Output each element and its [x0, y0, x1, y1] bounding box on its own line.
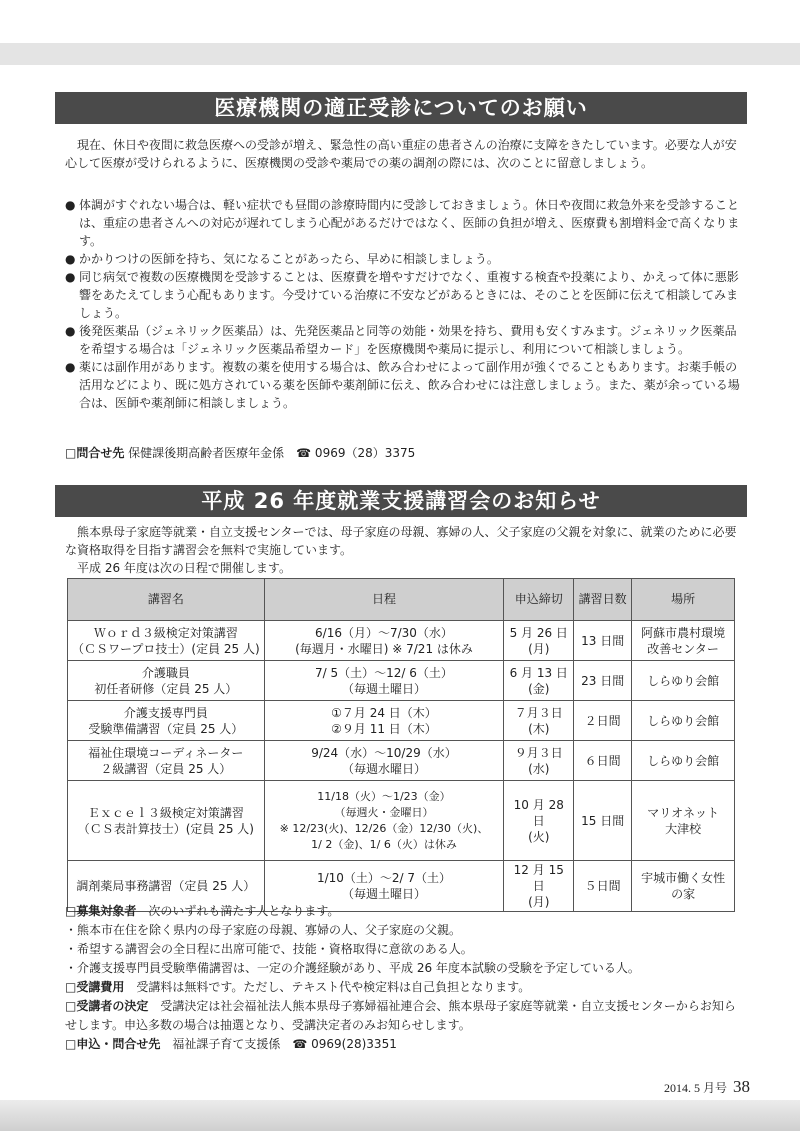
apply-line [65, 1035, 745, 1054]
bullet-text: 薬には副作用があります。複数の薬を使用する場合は、飲み合わせによって副作用が強くでることもあります。お薬手帳の活用などにより、既に処方されている薬を医師や薬剤師に伝え、飲み合わせには注意しましょう。また、薬が余っている場合は、医師や薬剤師に相談しましょう。 [79, 360, 740, 410]
cell-deadline: 12 月 15 日 (月) [504, 861, 574, 912]
table-row [68, 781, 735, 861]
section2-intro2: 平成 26 年度は次の日程で開催します。 [77, 561, 291, 575]
cell-place: マリオネット 大津校 [632, 781, 735, 861]
cell-course: 介護職員 初任者研修（定員 25 人） [68, 661, 265, 701]
schedule-table [67, 578, 735, 912]
table-row [68, 621, 735, 661]
decision-line [65, 997, 745, 1035]
bullet-item [65, 268, 745, 322]
cell-schedule: 6/16（月）～7/30（水） (毎週月・水曜日) ※ 7/21 は休み [264, 621, 504, 661]
fee-line [65, 978, 745, 997]
page-number: 38 [733, 1077, 751, 1096]
col-header-schedule: 日程 [264, 579, 504, 621]
cell-course: 福祉住環境コーディネーター ２級講習（定員 25 人） [68, 741, 265, 781]
table-row [68, 661, 735, 701]
cell-place: しらゆり会館 [632, 661, 735, 701]
col-header-deadline: 申込締切 [504, 579, 574, 621]
bullet-mark: ● [65, 198, 76, 212]
condition-item: ・介護支援専門員受験準備講習は、一定の介護経験があり、平成 26 年度本試験の受験を予定している人。 [65, 961, 640, 975]
bottom-band [0, 1100, 800, 1131]
cell-schedule: 11/18（火）～1/23（金） （毎週火・金曜日） ※ 12/23(火)、12/26（金）12/30（火)、 1/ 2（金)、1/ 6（火）は休み [264, 781, 504, 861]
cell-place: しらゆり会館 [632, 741, 735, 781]
top-band [0, 43, 800, 65]
contact-label: □問合せ先 [65, 446, 125, 460]
cell-schedule: 7/ 5（土）～12/ 6（土） （毎週土曜日） [264, 661, 504, 701]
cell-days: ５日間 [574, 861, 632, 912]
cell-course: 介護支援専門員 受験準備講習（定員 25 人） [68, 701, 265, 741]
section2-intro: 熊本県母子家庭等就業・自立支援センターでは、母子家庭の母親、寡婦の人、父子家庭の父親を対象に、就業のために必要な資格取得を目指す講習会を無料で実施しています。 [65, 525, 737, 557]
cell-schedule: 1/10（土）～2/ 7（土） （毎週土曜日） [264, 861, 504, 912]
cell-days: ６日間 [574, 741, 632, 781]
decision-label: □受講者の決定 [65, 999, 149, 1013]
cell-place: 阿蘇市農村環境 改善センター [632, 621, 735, 661]
cell-deadline: 5 月 26 日 (月) [504, 621, 574, 661]
cell-deadline: ７月３日 (木) [504, 701, 574, 741]
bullet-mark: ● [65, 360, 76, 374]
bullet-item [65, 196, 745, 250]
table-row [68, 701, 735, 741]
bullet-mark: ● [65, 324, 76, 338]
table-row [68, 741, 735, 781]
section1-contact [65, 444, 415, 462]
section1-intro-block [65, 136, 745, 172]
target-text: 次のいずれも満たす人となります。 [148, 904, 340, 918]
section1-title: 医療機関の適正受診についてのお願い [55, 92, 747, 124]
col-header-days: 講習日数 [574, 579, 632, 621]
bullet-item [65, 358, 745, 412]
page-footer [664, 1077, 750, 1097]
bullet-item [65, 250, 745, 268]
cell-place: しらゆり会館 [632, 701, 735, 741]
condition-item: ・熊本市在住を除く県内の母子家庭の母親、寡婦の人、父子家庭の父親。 [65, 923, 462, 937]
cell-deadline: 10 月 28 日 (火) [504, 781, 574, 861]
condition-item: ・希望する講習会の全日程に出席可能で、技能・資格取得に意欲のある人。 [65, 942, 473, 956]
section1-bullet-list [65, 196, 745, 412]
bullet-text: 後発医薬品（ジェネリック医薬品）は、先発医薬品と同等の効能・効果を持ち、費用も安くすみます。ジェネリック医薬品を希望する場合は「ジェネリック医薬品希望カード」を医療機関や薬局に提示し、利用について相談しましょう。 [79, 324, 737, 356]
decision-text: 受講決定は社会福祉法人熊本県母子寡婦福祉連合会、熊本県母子家庭等就業・自立支援センターからお知らせします。申込多数の場合は抽選となり、受講決定者のみお知らせします。 [65, 999, 736, 1032]
cell-course: Ｗｏｒｄ３級検定対策講習 （ＣＳワープロ技士）(定員 25 人) [68, 621, 265, 661]
bullet-text: かかりつけの医師を持ち、気になることがあったら、早めに相談しましょう。 [79, 252, 499, 266]
contact-text: 保健課後期高齢者医療年金係 ☎ 0969（28）3375 [128, 446, 416, 460]
cell-days: 23 日間 [574, 661, 632, 701]
bullet-item [65, 322, 745, 358]
bullet-text: 体調がすぐれない場合は、軽い症状でも昼間の診療時間内に受診しておきましょう。休日や夜間に救急外来を受診することは、重症の患者さんへの対応が遅れてしまう心配があるだけではなく、医師の負担が増え、医療費も割増料金で高くなります。 [79, 198, 740, 248]
cell-days: ２日間 [574, 701, 632, 741]
section1-intro: 現在、休日や夜間に救急医療への受診が増え、緊急性の高い重症の患者さんの治療に支障をきたしています。必要な人が安心して医療が受けられるように、医療機関の受診や薬局での薬の調剤の際には、次のことに留意しましょう。 [65, 138, 737, 170]
cell-deadline: 6 月 13 日 (金) [504, 661, 574, 701]
section2-notes [65, 902, 745, 1054]
section2-title: 平成 26 年度就業支援講習会のお知らせ [55, 485, 747, 517]
cell-course: 調剤薬局事務講習（定員 25 人） [68, 861, 265, 912]
cell-schedule: ①７月 24 日（木） ②９月 11 日（木） [264, 701, 504, 741]
target-label: □募集対象者 [65, 904, 137, 918]
section2-intro-block [65, 523, 745, 577]
target-line [65, 902, 745, 921]
cell-course: Ｅｘｃｅｌ３級検定対策講習 （ＣＳ表計算技士）(定員 25 人) [68, 781, 265, 861]
cell-place: 宇城市働く女性 の家 [632, 861, 735, 912]
col-header-place: 場所 [632, 579, 735, 621]
issue-label: 2014. 5 月号 [664, 1081, 728, 1095]
cell-days: 15 日間 [574, 781, 632, 861]
col-header-course: 講習名 [68, 579, 265, 621]
bullet-mark: ● [65, 270, 76, 284]
cell-schedule: 9/24（水）～10/29（水） （毎週水曜日） [264, 741, 504, 781]
cell-deadline: ９月３日 (水) [504, 741, 574, 781]
apply-text: 福祉課子育て支援係 ☎ 0969(28)3351 [172, 1037, 397, 1051]
fee-label: □受講費用 [65, 980, 125, 994]
table-header-row [68, 579, 735, 621]
bullet-text: 同じ病気で複数の医療機関を受診することは、医療費を増やすだけでなく、重複する検査や投薬により、かえって体に悪影響をあたえてしまう心配もあります。今受けている治療に不安などがあるときには、そのことを医師に伝えて相談してみましょう。 [79, 270, 739, 320]
apply-label: □申込・問合せ先 [65, 1037, 161, 1051]
cell-days: 13 日間 [574, 621, 632, 661]
fee-text: 受講料は無料です。ただし、テキスト代や検定料は自己負担となります。 [136, 980, 531, 994]
bullet-mark: ● [65, 252, 76, 266]
